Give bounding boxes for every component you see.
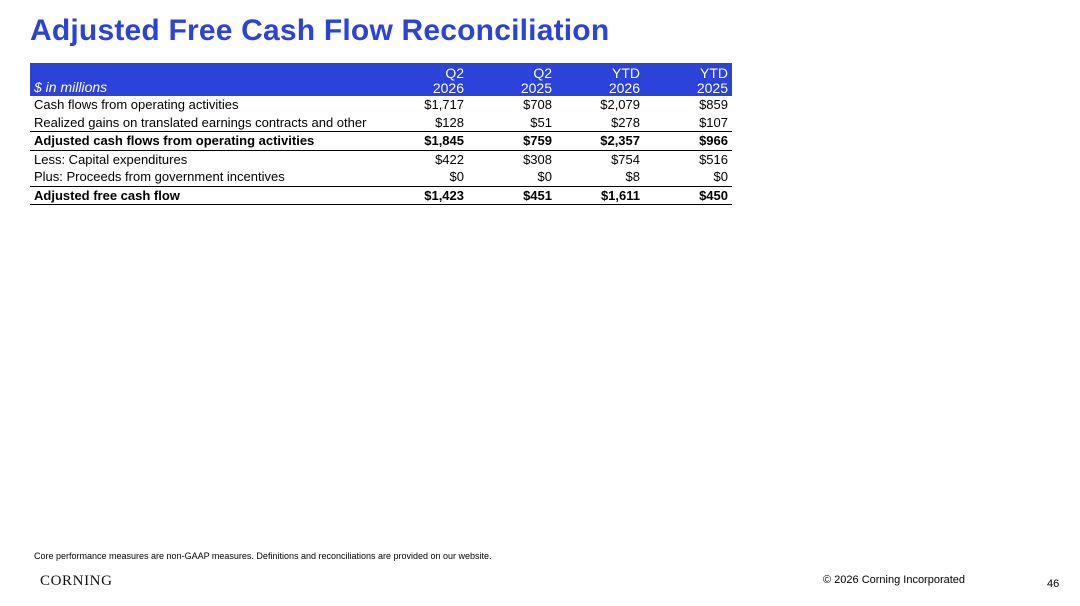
cell-value: $708 — [523, 97, 552, 113]
reconciliation-table — [30, 63, 732, 205]
cell-value: $0 — [713, 169, 728, 185]
column-header — [644, 63, 732, 96]
row-label: Cash flows from operating activities — [34, 97, 239, 113]
copyright-notice: © 2026 Corning Incorporated — [823, 574, 966, 586]
column-header — [556, 63, 644, 96]
cell-value: $859 — [699, 97, 728, 113]
column-header-period: Q2 — [533, 65, 552, 81]
column-header — [468, 63, 556, 96]
table-row-subtotal — [30, 132, 732, 151]
column-header — [380, 63, 468, 96]
row-label: Adjusted free cash flow — [30, 186, 380, 205]
table-row — [30, 168, 732, 186]
footnote: Core performance measures are non-GAAP measures. Definitions and reconciliations are provided on our website. — [34, 551, 492, 561]
column-header-year: 2025 — [696, 80, 728, 96]
column-header-year: 2026 — [432, 80, 464, 96]
cell-value: $278 — [611, 114, 640, 130]
table-header-row — [30, 63, 732, 96]
cell-value: $8 — [625, 169, 640, 185]
column-header-year: 2026 — [608, 80, 640, 96]
unit-label: $ in millions — [30, 63, 380, 96]
cell-value: $0 — [449, 169, 464, 185]
cell-value: $2,079 — [600, 97, 640, 113]
column-header-period: YTD — [612, 65, 640, 81]
row-label: Adjusted cash flows from operating activities — [30, 132, 380, 151]
table-row — [30, 150, 732, 168]
column-header-year: 2025 — [520, 80, 552, 96]
cell-value: $451 — [468, 186, 556, 205]
page-title: Adjusted Free Cash Flow Reconciliation — [30, 14, 610, 47]
cell-value: $450 — [644, 186, 732, 205]
corning-logo: CORNING — [40, 573, 113, 589]
cell-value: $759 — [468, 132, 556, 151]
cell-value: $51 — [530, 114, 552, 130]
row-label: Less: Capital expenditures — [30, 150, 380, 168]
cell-value: $308 — [468, 150, 556, 168]
cell-value: $1,423 — [380, 186, 468, 205]
table-row — [30, 114, 732, 132]
cell-value: $966 — [644, 132, 732, 151]
row-label: Realized gains on translated earnings contracts and other — [34, 114, 367, 130]
cell-value: $107 — [699, 114, 728, 130]
cell-value: $128 — [435, 114, 464, 130]
cell-value: $1,611 — [556, 186, 644, 205]
cell-value: $1,717 — [424, 97, 464, 113]
page-number: 46 — [1047, 578, 1060, 590]
column-header-period: YTD — [700, 65, 728, 81]
cell-value: $754 — [556, 150, 644, 168]
column-header-period: Q2 — [445, 65, 464, 81]
cell-value: $516 — [644, 150, 732, 168]
cell-value: $2,357 — [556, 132, 644, 151]
cell-value: $422 — [380, 150, 468, 168]
table-row-total — [30, 186, 732, 205]
table-row — [30, 96, 732, 114]
cell-value: $1,845 — [380, 132, 468, 151]
row-label: Plus: Proceeds from government incentives — [34, 169, 285, 185]
cell-value: $0 — [537, 169, 552, 185]
